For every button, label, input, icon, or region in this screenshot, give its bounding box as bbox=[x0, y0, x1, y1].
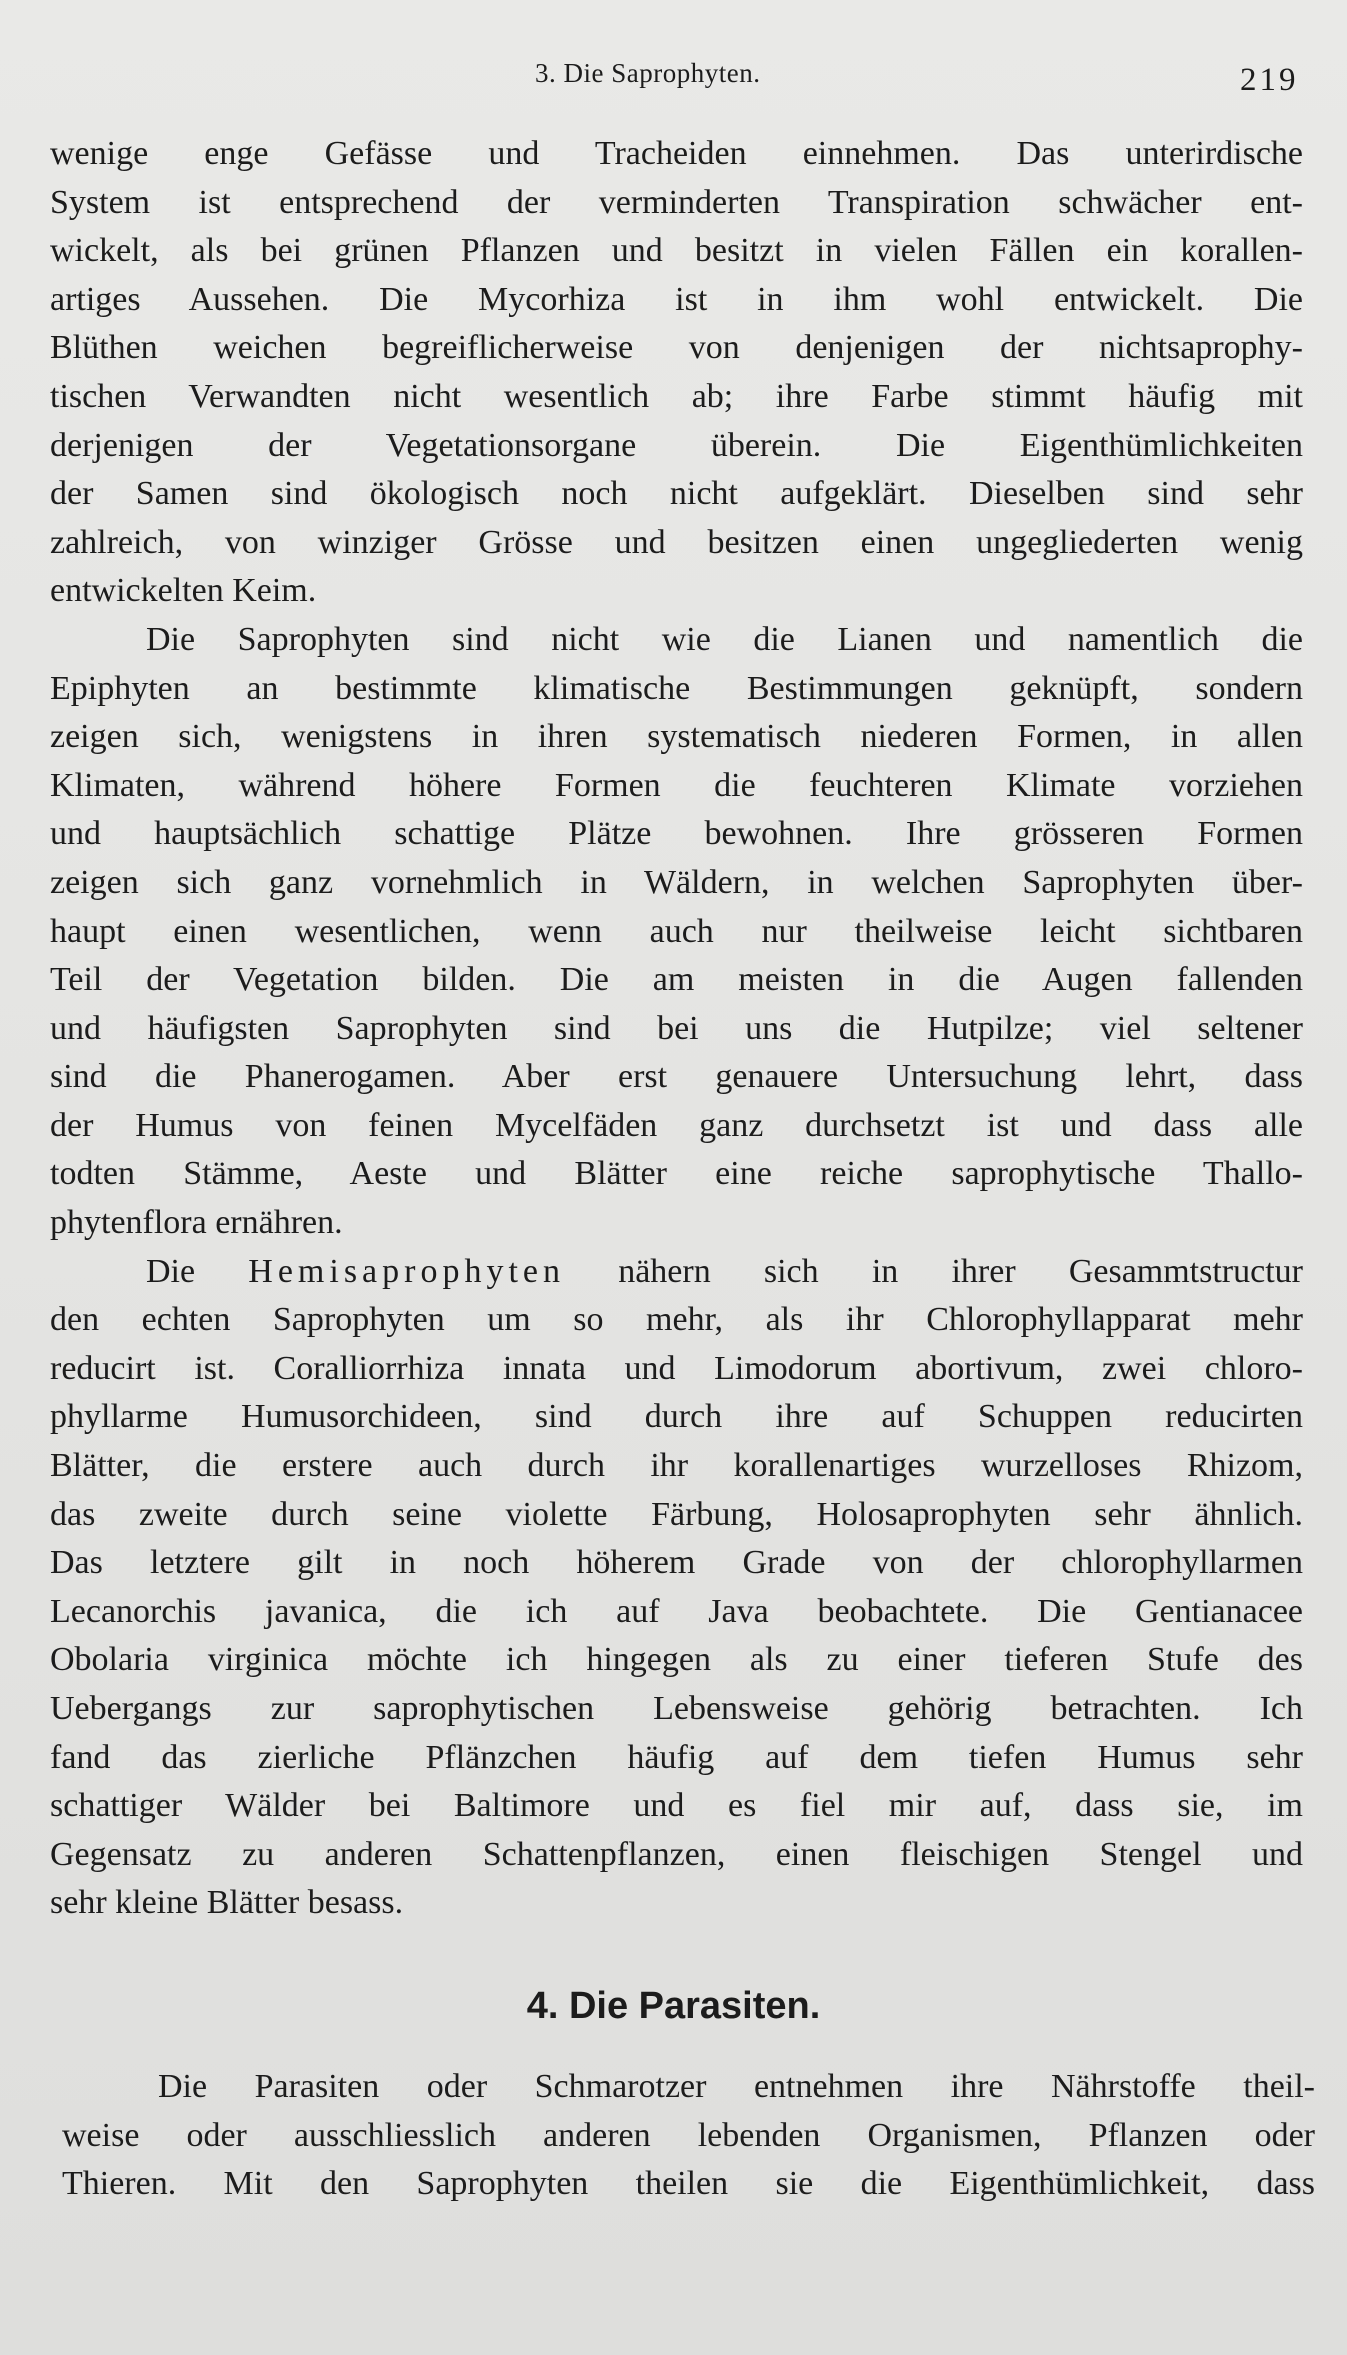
spaced-term: Hemisaprophyten bbox=[248, 1252, 565, 1290]
text-line: fand das zierliche Pflänzchen häufig auf dem tiefen Humus sehr bbox=[50, 1738, 1303, 1776]
page-number: 219 bbox=[1240, 62, 1299, 98]
section-heading: 4. Die Parasiten. bbox=[526, 1985, 821, 2027]
text-line: haupt einen wesentlichen, wenn auch nur theilweise leicht sichtbaren bbox=[50, 912, 1303, 950]
paragraph-hemisaprophytes bbox=[50, 1248, 1303, 1928]
text-fragment: nähern sich in ihrer Gesammtstructur bbox=[618, 1252, 1303, 1290]
text-line: und häufigsten Saprophyten sind bei uns die Hutpilze; viel seltener bbox=[50, 1009, 1303, 1047]
paragraph-parasites-intro bbox=[62, 2063, 1315, 2209]
paragraph-saprophyte-distribution bbox=[50, 616, 1303, 1248]
text-line: System ist entsprechend der verminderten Transpiration schwächer ent- bbox=[50, 183, 1303, 221]
text-line bbox=[50, 1248, 1303, 1297]
text-line: der Samen sind ökologisch noch nicht aufgeklärt. Dieselben sind sehr bbox=[50, 475, 1303, 513]
text-line: Blätter, die erstere auch durch ihr korallenartiges wurzelloses Rhizom, bbox=[50, 1447, 1303, 1485]
text-line: Blüthen weichen begreiflicherweise von denjenigen der nichtsaprophy- bbox=[50, 329, 1303, 367]
running-head bbox=[0, 58, 1347, 98]
text-line: sind die Phanerogamen. Aber erst genauere Untersuchung lehrt, dass bbox=[50, 1058, 1303, 1096]
text-line: Die Saprophyten sind nicht wie die Lianen und namentlich die bbox=[146, 620, 1303, 658]
text-line: reducirt ist. Coralliorrhiza innata und Limodorum abortivum, zwei chloro- bbox=[50, 1349, 1303, 1387]
text-line: Thieren. Mit den Saprophyten theilen sie die Eigenthümlichkeit, dass bbox=[62, 2165, 1315, 2203]
text-fragment: Die bbox=[146, 1252, 196, 1290]
text-line: artiges Aussehen. Die Mycorhiza ist in ihm wohl entwickelt. Die bbox=[50, 280, 1303, 318]
text-line: phyllarme Humusorchideen, sind durch ihre auf Schuppen reducirten bbox=[50, 1398, 1303, 1436]
text-line: sehr kleine Blätter besass. bbox=[50, 1884, 404, 1922]
text-line: wenige enge Gefässe und Tracheiden einnehmen. Das unterirdische bbox=[50, 135, 1303, 172]
text-line: wickelt, als bei grünen Pflanzen und besitzt in vielen Fällen ein korallen- bbox=[50, 232, 1303, 270]
text-line: Die Parasiten oder Schmarotzer entnehmen ihre Nährstoffe theil- bbox=[158, 2068, 1315, 2105]
text-line: derjenigen der Vegetationsorgane überein. Die Eigenthümlichkeiten bbox=[50, 426, 1303, 464]
text-line: phytenflora ernähren. bbox=[50, 1204, 343, 1242]
text-line: zeigen sich ganz vornehmlich in Wäldern, in welchen Saprophyten über- bbox=[50, 863, 1303, 901]
text-line: Obolaria virginica möchte ich hingegen als zu einer tieferen Stufe des bbox=[50, 1641, 1303, 1679]
text-line: Lecanorchis javanica, die ich auf Java beobachtete. Die Gentianacee bbox=[50, 1592, 1303, 1630]
body-text bbox=[50, 130, 1303, 1928]
running-title: 3. Die Saprophyten. bbox=[535, 58, 761, 88]
body-text-parasites bbox=[62, 2063, 1315, 2209]
text-line: zeigen sich, wenigstens in ihren systematisch niederen Formen, in allen bbox=[50, 718, 1303, 756]
text-line: Das letztere gilt in noch höherem Grade von der chlorophyllarmen bbox=[50, 1544, 1303, 1582]
text-line: todten Stämme, Aeste und Blätter eine reiche saprophytische Thallo- bbox=[50, 1155, 1303, 1193]
text-line: Epiphyten an bestimmte klimatische Bestimmungen geknüpft, sondern bbox=[50, 669, 1303, 707]
text-line: tischen Verwandten nicht wesentlich ab; ihre Farbe stimmt häufig mit bbox=[50, 377, 1303, 415]
text-line: den echten Saprophyten um so mehr, als ihr Chlorophyllapparat mehr bbox=[50, 1301, 1303, 1339]
text-line: das zweite durch seine violette Färbung, Holosaprophyten sehr ähnlich. bbox=[50, 1495, 1303, 1533]
text-line: der Humus von feinen Mycelfäden ganz durchsetzt ist und dass alle bbox=[50, 1106, 1303, 1144]
text-line: Gegensatz zu anderen Schattenpflanzen, einen fleischigen Stengel und bbox=[50, 1835, 1303, 1873]
text-line: entwickelten Keim. bbox=[50, 572, 317, 610]
text-line: Uebergangs zur saprophytischen Lebensweise gehörig betrachten. Ich bbox=[50, 1690, 1303, 1727]
paragraph-saprophyte-morphology bbox=[50, 130, 1303, 616]
text-line: und hauptsächlich schattige Plätze bewohnen. Ihre grösseren Formen bbox=[50, 815, 1303, 853]
text-line: weise oder ausschliesslich anderen lebenden Organismen, Pflanzen oder bbox=[62, 2116, 1315, 2154]
text-line: zahlreich, von winziger Grösse und besitzen einen ungegliederten wenig bbox=[50, 523, 1303, 561]
text-line: Klimaten, während höhere Formen die feuchteren Klimate vorziehen bbox=[50, 766, 1303, 804]
text-line: schattiger Wälder bei Baltimore und es fiel mir auf, dass sie, im bbox=[50, 1787, 1303, 1825]
text-line: Teil der Vegetation bilden. Die am meisten in die Augen fallenden bbox=[50, 961, 1303, 999]
